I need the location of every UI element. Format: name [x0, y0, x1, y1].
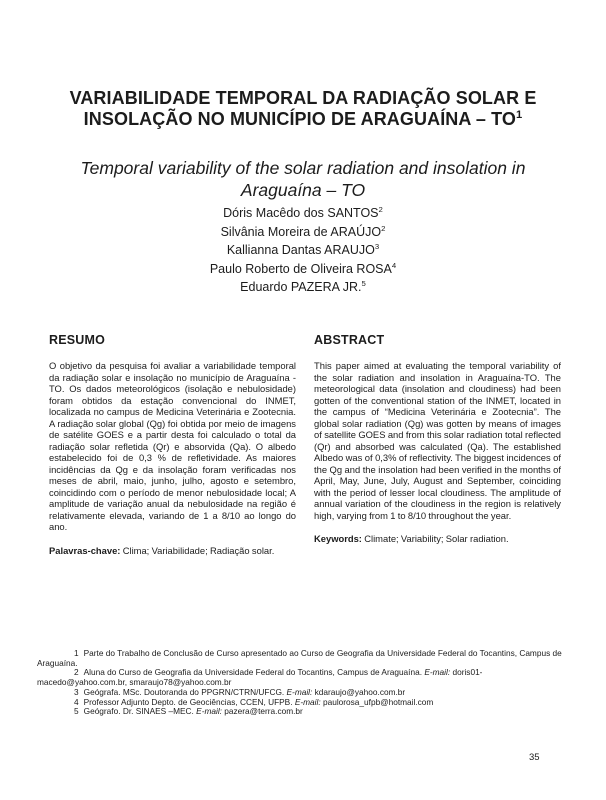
- footnote-text: Aluna do Curso de Geografia da Universidade Federal do Tocantins, Campus de Araguaína.: [83, 667, 423, 678]
- footnote-text: Geógrafo. Dr. SINAES –MEC.: [83, 706, 194, 717]
- footnote-5: [37, 707, 569, 717]
- palavras-chave-label: Palavras-chave:: [49, 544, 121, 556]
- subtitle-line-1: Temporal variability of the solar radiation and insolation in: [80, 157, 526, 178]
- email-label: E-mail:: [424, 667, 451, 678]
- keywords-label: Keywords:: [314, 533, 362, 544]
- footnotes: [37, 649, 569, 717]
- resumo-heading: RESUMO: [49, 333, 106, 347]
- footnote-number: 5: [74, 706, 79, 717]
- footnote-text: Geógrafa. MSc. Doutoranda do PPGRN/CTRN/UFCG.: [83, 686, 285, 697]
- footnote-number: 3: [74, 686, 79, 697]
- footnote-1: [37, 649, 569, 668]
- keywords: [314, 533, 561, 545]
- resumo-section: [49, 333, 296, 556]
- author-name: Eduardo PAZERA JR.$^5$: [240, 279, 366, 295]
- abstract-heading: ABSTRACT: [314, 333, 385, 347]
- subtitle-line-2: Araguaína – TO: [240, 179, 366, 200]
- email-address: paulorosa_ufpb@hotmail.com: [322, 696, 434, 707]
- footnote-number: 1: [74, 648, 79, 658]
- page-title: [28, 88, 578, 130]
- page-subtitle: [28, 157, 578, 201]
- author-name: Silvânia Moreira de ARAÚJO$^2$: [220, 223, 386, 239]
- author-footnote-marker: 5: [361, 279, 366, 289]
- title-footnote-marker: 1: [516, 109, 523, 122]
- footnote-text: Parte do Trabalho de Conclusão de Curso apresentado ao Curso de Geografia da Universidade Federal do Tocantins, Campus de Araguaína.: [37, 648, 562, 668]
- email-address: kdaraujo@yahoo.com.br: [314, 686, 406, 697]
- author-footnote-marker: 2: [378, 204, 383, 214]
- keywords-list: Climate; Variability; Solar radiation.: [364, 533, 509, 544]
- page-number: 35: [529, 752, 540, 763]
- footnote-number: 4: [74, 696, 79, 707]
- email-label: E-mail:: [294, 696, 321, 707]
- author-footnote-marker: 2: [381, 223, 386, 233]
- email-label: E-mail:: [196, 706, 222, 717]
- author-footnote-marker: 4: [391, 260, 397, 270]
- palavras-chave-list: Clima; Variabilidade; Radiação solar.: [122, 544, 275, 556]
- email-address: pazera@terra.com.br: [224, 706, 303, 717]
- footnote-number: 2: [74, 667, 79, 678]
- abstract-text: This paper aimed at evaluating the temporal variability of the solar radiation and insolation in Araguaína-TO. The meteorological data (insolation and cloudiness) had been gotten of the conventional station of the INMET, located in the campus of “Medicina Veterinária e Zootecnia”. The global solar radiation (Qg) was gotten by means of images of satellite GOES and from this solar radiation total reflected (Qr) and absorbed was calculated (Qa). The established Albedo was of 0,3% of reflectivity. The biggest incidences of the Qg and the insolation had been verified in the months of April, May, June, July, August and September, coinciding with the period of lesser local cloudiness. The amplitude of annual variation of the cloudiness in the region is relatively high, varying from 1 to 8/10 throughout the year.: [314, 360, 561, 521]
- author-name: Dóris Macêdo dos SANTOS$^2$: [223, 204, 383, 220]
- two-column-body: [49, 333, 561, 556]
- footnote-2: [37, 668, 569, 687]
- resumo-text: O objetivo da pesquisa foi avaliar a variabilidade temporal da radiação solar e insolação no município de Araguaína - TO. Os dados meteorológicos (isolação e nebulosidade) foram obtidos da estação convencional do INMET, localizada no campus de Medicina Veterinária e Zootecnia. A radiação solar global (Qg) foi obtida por meio de imagens de satélite GOES e a partir desta foi calculado o total da radiação solar refletida (Qr) e absorvida (Qa). O albedo estabelecido foi de 0,3 % de refletividade. As maiores incidências da Qg e da insolação foram verificadas nos meses de abril, maio, junho, julho, agosto e setembro, coincidindo com o período de menor nebulosidade local; A amplitude de variação anual da nebulosidade na região é relativamente elevada, variando de 1 a 8/10 ao longo do ano.: [49, 360, 296, 532]
- author-footnote-marker: 3: [374, 242, 380, 252]
- title-line-2: INSOLAÇÃO NO MUNICÍPIO DE ARAGUAÍNA – TO: [83, 109, 517, 130]
- footnote-text: Professor Adjunto Depto. de Geociências, CCEN, UFPB.: [83, 696, 293, 707]
- palavras-chave: [49, 545, 296, 557]
- author-list: [0, 204, 606, 297]
- title-line-1: VARIABILIDADE TEMPORAL DA RADIAÇÃO SOLAR E: [69, 88, 537, 109]
- abstract-section: [314, 333, 561, 556]
- author-name: Kallianna Dantas ARAUJO$^3$: [226, 242, 380, 258]
- email-label: E-mail:: [286, 686, 313, 697]
- email-address: doris01-macedo@yahoo.com.br, smaraujo78@yahoo.com.br: [37, 667, 483, 688]
- author-name: Paulo Roberto de Oliveira ROSA$^4$: [209, 260, 397, 276]
